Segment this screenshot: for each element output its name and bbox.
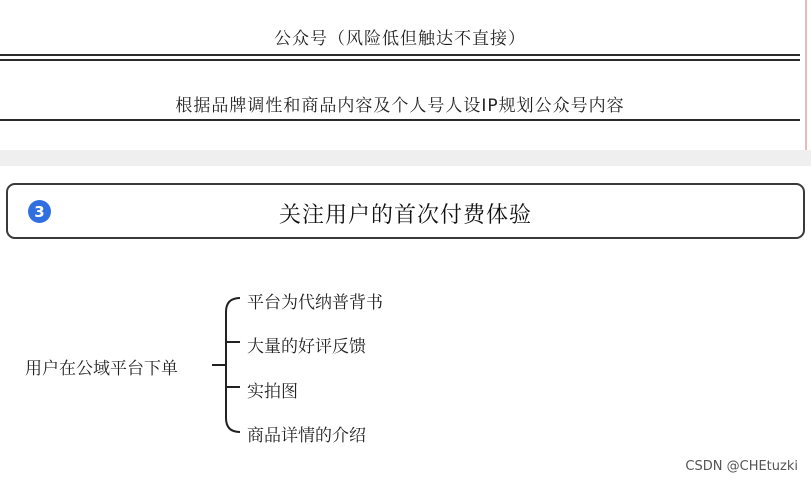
channel-title: 公众号（风险低但触达不直接） [274, 29, 526, 49]
branch-bracket [226, 298, 240, 432]
section-title: 关注用户的首次付费体验 [278, 203, 532, 228]
mindmap-branch: 商品详情的介绍 [247, 426, 366, 446]
source-credit: CSDN @CHEtuzki [685, 459, 798, 474]
mindmap-branch: 实拍图 [247, 382, 298, 402]
step-number-badge: 3 [28, 200, 51, 223]
mindmap-root: 用户在公域平台下单 [25, 359, 178, 379]
mindmap-branch: 大量的好评反馈 [247, 337, 366, 357]
channel-description: 根据品牌调性和商品内容及个人号人设IP规划公众号内容 [175, 96, 625, 116]
mindmap-branch: 平台为代纳普背书 [247, 293, 383, 313]
